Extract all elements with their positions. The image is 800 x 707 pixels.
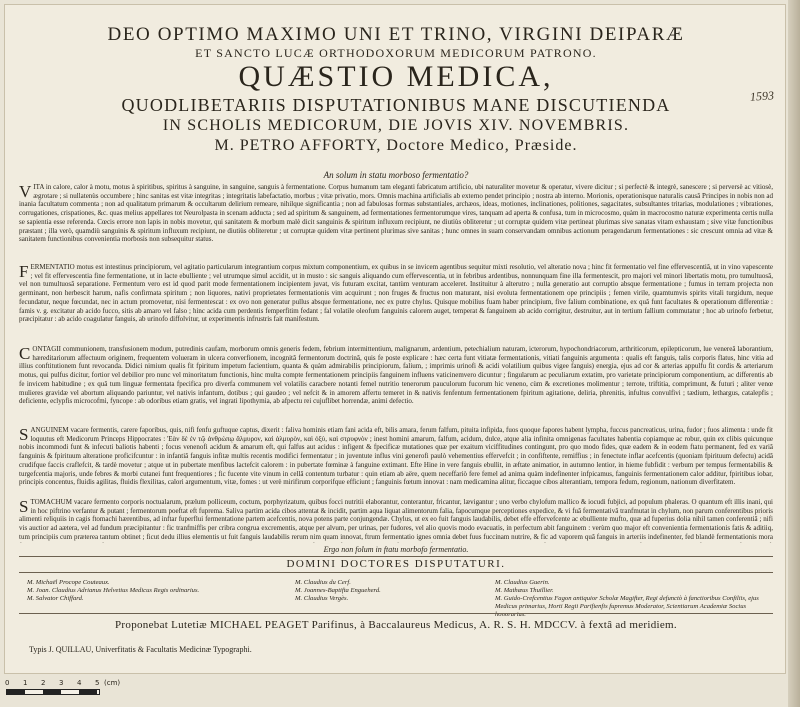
paragraph-text: TOMACHUM vacare fermento corporis noctualarum, prælum polliceum, coctum, porphyrizatum, quibus focci nutritii elaborantur, conterantur, fricantur, lævigantur ; uno verbo chylofum mallico & iocudi fubjici, ad populum phaleras. O quantum eft illis inani, qui in hoc piftrino verfantur & putant ; fermentorum poeftat eft fuprema. Saliva partim acida cibos attentat & incidit, partim aqua liquat alimentorum falia, fapocumque perceptiones expedice, & vi fuâ fermentativâ tranfmutat in chylum, non parum conferentibus prioris alimenti reliquiis in cagis ftomachi hærentibus, ad inftar fuperflui fermentatione partem acefcentis, nova potens parte conjungendæ. Chylus, ut ex eo fuit fanguis laudabilis, debet effe effervefcente ac ebulliente mufto, quæ ad fuperius dolia nihil tamen conferentiâ ; nifi vis auctior ad aætera, vel ad fundum præcipitantur : fic tranfmiffis per cribra congrua excrementis, atque per alvum, per urinas, per fudores, vel alio quovis modo evacuatis, in perfectum abit fanguinem : verùm quo major eft convenientia fermentationis fatis & aditiiq, tum principiis cum præterea tantum obtinet ; ficut dedu illius elementis ut fuit fanguis laudabilis rerum nim quam innovat, ftrum fermentatio ignes omnia debet fuus fuccinam nutrire, & fic ad vaporem quâ fanguis in arteriis indefinenter, fed blandè fermentationis mora xyxy=(19,498,773,541)
proponebat-line: Proponebat Lutetiæ MICHAEL PEAGET Parifinus, à Baccalaureus Medicus, A. R. S. H. MDCCV. à fextâ ad meridiem. xyxy=(115,619,677,631)
praeses-line: M. PETRO AFFORTY, Doctore Medico, Præside. xyxy=(214,137,578,154)
doctor-name: M. Guido-Crefcentius Fagon antiquior Scholæ Magifter, Regi defunctò à fanctioribus Confiliis, ejus Medicus primarius, Horti Regii Parifienfis fupremus Moderator, Scientiarum Academiæ Socius honorarius. xyxy=(495,595,759,618)
doctor-name: M. Salvator Chiffard. xyxy=(27,595,84,602)
subtitle-line: QUODLIBETARIIS DISPUTATIONIBUS MANE DISCUTIENDA xyxy=(121,95,671,115)
ruler-tick-label: 3 xyxy=(59,679,64,687)
drop-initial: C xyxy=(19,345,31,363)
ruler-tick-label: 2 xyxy=(41,679,46,687)
ruler-tick-label: 0 xyxy=(5,679,10,687)
doctors-column-2 xyxy=(295,579,381,603)
paragraph-text: ERMENTATIO motus est intestinus principiorum, vel agitatio particularum integrantium corpus mixtum componentium, ex quibus in se invicem agentibus sequitur mixti resolutio, vel alteratio nova ; hinc fit fermentatio vel fine effervescentiâ, ut in vino vapescente ; vel fit effervescentia fine fermentatione, ut in lacte ebulliente ; vel utrumque simul accidit, ut in musto : sic sanguis aliquando cum effervescentia, ut in febribus ardentibus, nonnunquam fine illa fermentescit, pro majori vel minori libertatis motu, pro tumultuosâ, vel non tumultuosâ separatione. Fermentum vero est id quod parit mode fermentationem incipientem juvat, vis futuram excitat, tantùm venturam acceleret. Instituitur à alterutro ; nulla generatio aut corruptio absque fermentatione ; fumus in terram projecta non germinant, non herbescit harum, nafis confirmata spiritum ; non liquores, nativi proprietates fermentationis vim acquirunt ; non fruges & fructus non maturant, nisi evoluta fermentationem ope principiis ; femen virile, quamtumvis spirits vitali turgidum, neque fecundatur, neque fœcundat, nec in actum promovetur, nisi fermentescat : ex ovo non generatur pullus absque fermentatione, nec ex putre chylus. Quisque mobilius fuam haber principium, five falium combinatione, ex quâ funt facultates & operationum differentiæ : famis v. g. excitatur ab acido fucco, sitis ab amaro vel falso ; hinc acida cum perdentis femperfitim fedant ; fal volatile oleofum fanguinis calorem auget, temperat & fanguinem ab acido corrigitur, destruitur, aut in tertium fallium commutatur ; hoc ab urinofo ferbetur, præcipitatur : ab acido coagulatur fanguis, ab urinofo diffolvitur, ut experimentis infrustris fait manifestum. xyxy=(19,263,773,324)
doctor-name: M. Claudius Vergès. xyxy=(295,595,349,602)
scale-ruler xyxy=(0,679,130,707)
conclusion-line: Ergo non folum in ftatu morbofo fermentatio. xyxy=(323,545,469,554)
ruler-unit-label: (cm) xyxy=(104,679,121,687)
doctor-name: M. Mathæus Thuillier. xyxy=(495,587,554,594)
drop-initial: S xyxy=(19,498,29,516)
title-block xyxy=(5,17,786,154)
ruler-tick-label: 4 xyxy=(77,679,82,687)
page-edge xyxy=(788,0,800,707)
broadside-sheet xyxy=(4,4,786,674)
doctors-column-1 xyxy=(27,579,199,603)
paragraph-text: ITA in calore, calor à motu, motus à spiritibus, spiritus à sanguine, in sanguine, sanguis à fermentatione. Corpus humanum tam eleganti fabricatum artificio, ubi naturaliter movetur & operatur, vivere dicitur ; si perfectè & integrè, sanescere ; si perversè ac vitiosè, ægrotare ; si nullatenùs occumbere ; hinc sanitas est vitæ integritas ; integritatis labefactatio, morbus ; vitæ privatio, mors. Omnis machina artificialis ab externo pendet principio ; nostra ab interno. Morionis, operationisque naturalis causâ Principes in nobis non ad inania facultatum commenta ; non ad qualitatum primarum & occultarum delirium remeare, nihilque significantia ; non ad fabulosas formas substantiales, archæos, ideas, motiones, inclinationes, politiones, sagacitates, subsultantes tritarias, modulationes ; vibrationes, corrugationes, crispationes, &c. quas melius appellares tot Neurolpasta in scenam adducta ; sed ad spiritum & sanguinem, ad fermentationes fermentorumque vires, tanquam ad aperta & confusa, tum in microcosmo, quàm in macrocosmo naturæ experimenta certis nulla se sapientia esse referenda. Cœcis errore non lapis in nobis movetur, qui sanitatem & morbum malè dicit sanguinis & spiritum influxum recipiunt, ne diutiùs obliteretur ; ut corruptæ quidem vitæ pertineat plurimas sive sanatas vitam exhaustam ; sive vitæ functionibus præstant ; illa verò, quamdiù sanguinis & spiritum influxum recipiunt, ne diutiùs obliteretur ; ut corruptæ quidem vitæ pertinent plurimas sive sanitas ; hunc omnes in suam conservandam omnibus actionum peragendarum fermentationes : sic crescunt omnia ad vitæ & sanitatem functionibus convenientia morbosis non subsequitur status. xyxy=(19,183,773,244)
doctors-heading: DOMINI DOCTORES DISPUTATURI. xyxy=(286,558,506,570)
main-title: QUÆSTIO MEDICA, xyxy=(238,60,554,93)
printer-imprint: Typis J. QUILLAU, Univerfitatis & Facultatis Medicinæ Typographi. xyxy=(29,645,252,654)
paragraph-stomachum xyxy=(19,498,773,543)
patron-line: ET SANCTO LUCÆ ORTHODOXORUM MEDICORUM PATRONO. xyxy=(195,46,597,60)
doctor-name: M. Michaël Procope Couteaux. xyxy=(27,579,110,586)
doctor-name: M. Claudius du Cerf. xyxy=(295,579,351,586)
doctor-name: M. Joan. Claudius Adrianus Helvetius Medicus Regis ordinarius. xyxy=(27,587,200,594)
paragraph-sanguinem xyxy=(19,426,773,496)
doctor-name: M. Joannes-Baptifta Engueherd. xyxy=(295,587,381,594)
drop-initial: F xyxy=(19,263,29,281)
paragraph-text: ONTAGII communionem, transfusionem modum, putredinis caufam, morborum omnis generis fedem, febrium intermittentium, malignarum, ardentium, petechialium naturam, icterorum, hypochondriacorum, arthriticorum, epilepticorum, lue venereâ laborantium, hæreditariorum affectuum originem, frequentem volueram in ulcera converfionem, incognitâ fermentorum doctrinâ, quis fe poste explicare : hæc certa funt vitiatæ fermentationis, vitiati fanguinis argumenta : qualis eft fanguis, talis corporis flatus, hinc vitia ad illius conftitutionem funt revocanda. Didici nimium qualis fit fpiritum impetum facientium, quanta & quàm admirabilis principiorum, falium, ; imprimis urinofi & acidi volatilium quibus vigee fanguis) energia, ejus ad cor & arterias appulfu fit cordis & arteriarum motus, qui pulfus dicitur, fortior vel debilior pro nunc vel minoritatum functionis, hinc multa compte fermentationem principiis fanguinem influens vaticinemvero dicuntur ; fingularum ac peculiarum extatim, pro varietate principiorum componentium, ac differentis ab fe invicem habitudine ; ex quâ tum linguæ fermentata fpecifica pro diverfa communem vel volatilis caracbere notanti femel nutritio tenerorum pauculorum fucorum hic veneno, cùm & excretiones molimentur ; terrote, triftitia, comprimunt, & futuri ; aliter venœ mulieres gravidæ vel abortum aliquando pariuntur, vel nativis infantum, dotibus ; qui gaudeo ; vel nefcit & in amorem affertu temeret in & nativis fenfentum fermentationem fpiritum agitatione, deliria, phrenitis, infultus convulfivi ; tædium, lethargus, catalepfis ; deficiente, eclypfis microcofmi, fyncope : ab odoribus etiam gratis, vel ingrati lipothymia, ab afpectu rei cujuflibet horrendæ, animi defectio. xyxy=(19,345,773,406)
divider-rule xyxy=(19,556,773,557)
dedication-line: DEO OPTIMO MAXIMO UNI ET TRINO, VIRGINI DEIPARÆ xyxy=(107,24,685,45)
divider-rule xyxy=(19,572,773,573)
folio-number: 1593 xyxy=(749,88,775,104)
ruler-tick-label: 5 xyxy=(95,679,100,687)
drop-initial: S xyxy=(19,426,29,444)
divider-rule xyxy=(19,613,773,614)
question-line: An solum in statu morboso fermentatio? xyxy=(323,170,469,180)
paragraph-vita xyxy=(19,183,773,261)
ruler-bar xyxy=(6,689,100,695)
schools-date-line: IN SCHOLIS MEDICORUM, DIE JOVIS XIV. NOVEMBRIS. xyxy=(162,117,630,134)
paragraph-text: ANGUINEM vacare fermentis, carere faporibus, quis, nifi fenfu guftuque captus, dixerit : faliva hominis etiam fani acida eft, bilis amara, ferum falfum, pituita infipida, fuos quoque fapores habent lympha, fuccus pancreaticus, urina, fudor ; fuos alimenta : unde fit loquutus eft Medicorum Princeps Hippocrates : Ἐὰν δὲ ἐν τῷ ἀνθρώπῳ ἄλμυρον, καὶ ἁλμυρὸν, καὶ ὀξὺ, καὶ στρυφνὸν ; inest homini amarum, falfum, acidum, dulce, atque alia infinita omnigenas facultates habentia copiamque ac robur, quin ex clibis quicunque nobis incommodi funt & infecuti baliotis habenti ; focus venenofi acidum & amarum eft, qui falfus aut acidus : infigent & fpecificæ mutationes quæ per exaitum viciffitudines contingunt, pro quo modo fides, quæ eadem & in eodem ftatu permanent, fed ex variâ fanguinis & fpirituum alteratione proficifcuntur : in infantiâ fanguis infitæ multis recentis modifici fermentatur ; in juventute influs vini generofi paulò vehementius effervefcit ; in confiftente, remiffius ; in fenectute inflar acefcentis (quoniam fpirituum defectu) acidâ crudifque faccis craflefcit, & tardè movetur ; atque ut in pubertate menfibus lactefcit calorem : in pubertate fœminæ à fanguine extimant. Efte Hine in vere fanguis ebullit, in æftate animatior, in autumno lentior, in hieme fubfidit : verbum per tempus fermentabilis & turgefcentia majoris, unde febres & morbi cutanei funt frequentiores ; fic fucente vite vinum in cellâ contentum turbatur : quin etiam ab aëre, quem neceffariò fere femel ad anima quàm indefinenter infpicamus, fanguinis fermentationem calor additur, fpiritibus iobar, principis concentus, fluidis agilitas, fluidis flexilitas, calori argumentum, vitæ, fomes : ut verè mirifirum corporifque efficiunt ; fanguinis fœtum innovat : nam medicamina alitur, ficcaque cibos alterantiam, tempora fedum, regionum, nationum diverfitatem. xyxy=(19,426,773,487)
doctor-name: M. Claudius Guerin. xyxy=(495,579,550,586)
ruler-tick-label: 1 xyxy=(23,679,28,687)
drop-initial: V xyxy=(19,183,32,201)
paragraph-fermentatio xyxy=(19,263,773,343)
paragraph-contagii xyxy=(19,345,773,424)
